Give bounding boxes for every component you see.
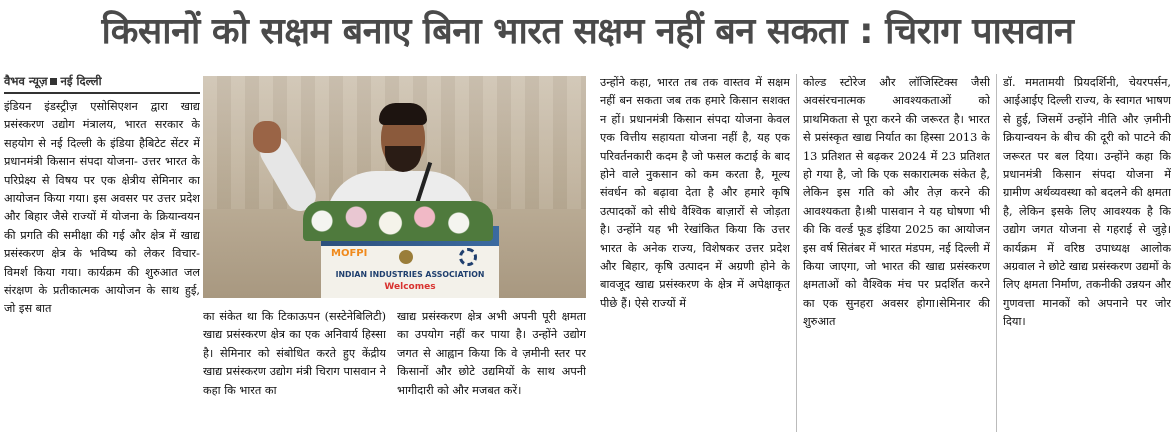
article-text-4: उन्होंने कहा, भारत तब तक वास्तव में सक्षम नहीं बन सकता जब तक हमारे किसान सशक्त न हों। प्रधानमंत्री किसान संपदा योजना केवल एक वित्तीय सहायता योजना नहीं है, यह एक परिवर्तनकारी कदम है जो फसल कटाई के बाद होने वाले नुकसान को कम करता है, मूल्य संवर्धन को बढ़ावा देता है और हमारे कृषि उत्पादकों को सीधे वैश्विक बाज़ारों से जोड़ता है। उन्होंने यह भी रेखांकित किया कि उत्तर भारत के अनेक राज्य, विशेषकर उत्तर प्रदेश और बिहार, कृषि उत्पादन में अग्रणी होने के बावजूद खाद्य प्रसंस्करण के क्षेत्र में अपेक्षाकृत पीछे हैं। ऐसे राज्यों में: [600, 76, 790, 310]
article-text-1: इंडियन इंडस्ट्रीज़ एसोसिएशन द्वारा खाद्य प्रसंस्करण उद्योग मंत्रालय, भारत सरकार के सहयोग से नई दिल्ली के इंडिया हैबिटेट सेंटर में प्रधानमंत्री किसान संपदा योजना- उत्तर भारत के परिप्रेक्ष्य से विषय पर एक क्षेत्रीय सेमिनार का आयोजन किया गया। इस अवसर पर उत्तर प्रदेश और बिहार जैसे राज्यों में योजना के क्रियान्वयन की प्रगति की समीक्षा की गई और क्षेत्र में खाद्य प्रसंस्करण क्षेत्र के भविष्य को लेकर विचार-विमर्श किया गया। कार्यक्रम की शुरुआत जल संरक्षण के प्रतीकात्मक आयोजन के साथ हुई, जो इस बात: [4, 100, 200, 316]
news-photo: [203, 76, 586, 298]
article-column-4: [600, 74, 790, 432]
photo-speaker-hand: [253, 121, 281, 153]
byline-separator-icon: [50, 78, 57, 85]
byline: [4, 74, 200, 94]
article-column-3: [397, 308, 586, 432]
article-column-2: [203, 308, 386, 432]
emblem-icon: [399, 250, 413, 264]
headline: किसानों को सक्षम बनाए बिना भारत सक्षम नहीं बन सकता : चिराग पासवान: [101, 11, 1074, 52]
byline-source: वैभव न्यूज़: [4, 74, 48, 88]
article-column-1: [4, 98, 200, 432]
article-text-6: डॉ. ममतामयी प्रियदर्शिनी, चेयरपर्सन, आईआईए दिल्ली राज्य, के स्वागत भाषण से हुई, जिसमें उन्होंने नीति और ज़मीनी क्रियान्वयन के बीच की दूरी को पाटने की जरूरत पर बल दिया। उन्होंने कहा कि प्रधानमंत्री किसान संपदा योजना में ग्रामीण अर्थव्यवस्था को बदलने की क्षमता है, लेकिन इसके लिए आवश्यक है कि उद्योग जगत योजना से गहराई से जुड़े। कार्यक्रम में वरिष्ठ उपाध्यक्ष आलोक अग्रवाल ने छोटे खाद्य प्रसंस्करण उद्यमों के लिए क्षमता निर्माण, तकनीकी उन्नयन और गुणवत्ता मानकों को अपनाने पर जोर दिया।: [1003, 76, 1171, 329]
byline-place: नई दिल्ली: [60, 74, 102, 88]
article-column-5: [803, 74, 990, 432]
podium-logo: MOFPI: [331, 248, 368, 259]
column-divider: [996, 74, 997, 432]
podium-org-name: INDIAN INDUSTRIES ASSOCIATION: [335, 270, 485, 279]
flower-arrangement: [303, 201, 493, 241]
article-column-6: [1003, 74, 1171, 432]
column-divider: [796, 74, 797, 432]
article-text-3: खाद्य प्रसंस्करण क्षेत्र अभी अपनी पूरी क्षमता का उपयोग नहीं कर पाया है। उन्होंने उद्योग जगत से आह्वान किया कि वे ज़मीनी स्तर पर किसानों और छोटे उद्यमियों के साथ अपनी भागीदारी को और मजबत करें।: [397, 310, 586, 397]
article-text-5: कोल्ड स्टोरेज और लॉजिस्टिक्स जैसी अवसंरचनात्मक आवश्यकताओं को प्राथमिकता से पूरा करने की जरूरत है। भारत से प्रसंस्कृत खाद्य निर्यात का हिस्सा 2013 के 13 प्रतिशत से बढ़कर 2024 में 23 प्रतिशत हो गया है, जो कि एक सकारात्मक संकेत है, लेकिन इस गति को और तेज़ करने की आवश्यकता है।श्री पासवान ने यह घोषणा भी की कि वर्ल्ड फूड इंडिया 2025 का आयोजन इस वर्ष सितंबर में भारत मंडपम, नई दिल्ली में किया जाएगा, जो भारत की खाद्य प्रसंस्करण क्षमताओं को वैश्विक मंच पर प्रदर्शित करने का एक सुनहरा अवसर होगा।सेमिनार की शुरुआत: [803, 76, 990, 329]
podium-greeting: Welcomes: [384, 282, 436, 292]
photo-speaker-hair: [379, 103, 427, 125]
article-text-2: का संकेत था कि टिकाऊपन (सस्टेनेबिलिटी) खाद्य प्रसंस्करण क्षेत्र का एक अनिवार्य हिस्सा है। सेमिनार को संबोधित करते हुए केंद्रीय खाद्य प्रसंस्करण उद्योग मंत्री चिराग पासवान ने कहा कि भारत का: [203, 310, 386, 397]
iia-logo-icon: [459, 248, 477, 266]
